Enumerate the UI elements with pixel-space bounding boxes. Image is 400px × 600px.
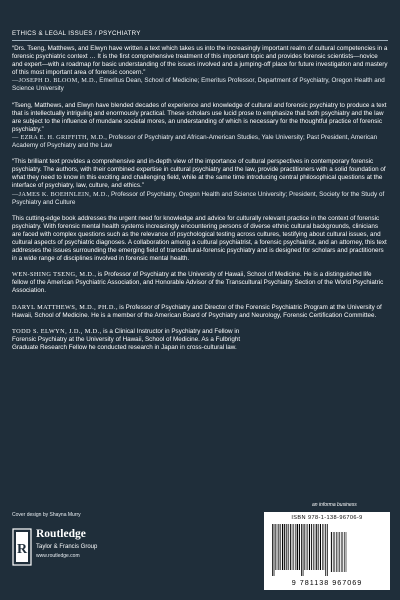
endorsement-1 (12, 45, 388, 94)
author-bio-3 (12, 328, 252, 352)
author-bio-text: , is Professor of Psychiatry at the University of Hawaii, School of Medicine. He is a distinguished life fellow of the American Psychiatric Association, and Honorable Advisor of the Transcultural Psychiatry Section of the World Psychiatric Association. (12, 271, 384, 295)
barcode-bar (318, 524, 319, 570)
barcode-bar (299, 524, 300, 570)
barcode-bar (278, 524, 279, 570)
barcode-icon (270, 524, 384, 576)
barcode-panel (264, 512, 390, 590)
endorsement-quote: “Tseng, Matthews, and Elwyn have blended decades of experience and knowledge of cultural and forensic psychiatry to produce a text that is intellectually intriguing and enormously practical. These scholars use lucid prose to emphasize that both psychiatry and the law are subject to the influence of mundane societal mores, an understanding of which is necessary for the thoughtful practice of forensic psychiatry.” (12, 101, 387, 133)
barcode-bar (293, 524, 294, 570)
author-bio-1 (12, 271, 388, 295)
publisher-block (12, 528, 172, 574)
barcode-bar (295, 524, 296, 570)
barcode-bar (286, 524, 287, 570)
endorser-name: — EZRA E. H. GRIFFITH, M.D. (12, 133, 106, 141)
barcode-bar (288, 524, 289, 570)
barcode-bar (303, 524, 304, 576)
book-description: This cutting-edge book addresses the urgent need for knowledge and advice for culturally relevant practice in the context of forensic psychiatry. With forensic mental health systems increasingly encountering persons of diverse ethnic cultural backgrounds, clinicians are faced with complex questions such as the relevance of psychological testing across cultures, testifying about cultural issues, and cultural aspects of psychiatric diagnoses. A collaboration among a cultural psychiatrist, a forensic psychiatrist, and an attorney, this text addresses the issues surrounding the emerging field of transcultural-forensic psychiatry and is designed for scholars and practitioners in a wide range of disciplines involved in forensic mental health. (12, 214, 387, 263)
barcode-bar (311, 524, 312, 570)
endorsement-quote: “Drs. Tseng, Matthews, and Elwyn have written a text which takes us into the increasingly important realm of cultural competencies in a forensic psychiatric context … It is the first comprehensive treatment of this important topic and provides forensic scientists—novice and expert—with a roadmap for basic understanding of the issues involved and a jumping-off place for future investigation and mastery of this most important area of forensic concern.” (12, 45, 388, 77)
barcode-bar (272, 524, 273, 576)
barcode-bar (292, 524, 293, 570)
author-name: TODD S. ELWYN, J.D., M.D. (12, 327, 100, 335)
barcode-digits: 9 781138 967069 (291, 578, 363, 587)
publisher-url: www.routledge.com (36, 553, 80, 559)
barcode-bar (306, 524, 307, 570)
publisher-group: Taylor & Francis Group (36, 544, 98, 550)
barcode-bar (322, 524, 323, 570)
barcode-bar (343, 532, 344, 572)
endorser-name: —JOSEPH D. BLOOM, M.D. (12, 77, 96, 85)
barcode-bar (320, 524, 321, 570)
svg-text:R: R (16, 542, 28, 557)
author-name: WEN-SHING TSENG, M.D. (12, 271, 95, 279)
endorsement-3 (12, 158, 388, 207)
barcode-bar (282, 524, 283, 570)
author-name: DARYL MATTHEWS, M.D., PH.D. (12, 303, 116, 311)
barcode-bar (331, 532, 332, 572)
barcode-bar (325, 524, 326, 576)
barcode-bar (304, 524, 305, 570)
barcode-bar (275, 524, 276, 570)
barcode-bar (333, 532, 334, 572)
author-bio-text: , is Professor of Psychiatry and Director of the Forensic Psychiatric Program at the University of Hawaii, School of Medicine. He is a member of the American Board of Psychiatry and Neurology, Forensic Certification Committee. (12, 303, 382, 319)
author-bio-2 (12, 304, 388, 320)
endorsement-attribution (12, 77, 388, 93)
barcode-bar (341, 532, 342, 572)
cover-design-credit: Cover design by Shayna Murry (12, 512, 81, 518)
barcode-bar (297, 524, 298, 570)
endorser-credentials: , Professor of Psychiatry and African-American Studies, Yale University; Past President, American Academy of Psychiatry and the Law (12, 133, 378, 150)
endorser-credentials: , Emeritus Dean, School of Medicine; Emeritus Professor, Department of Psychiatry, Oregon Health and Science University (12, 77, 385, 93)
category-label: ETHICS & LEGAL ISSUES / PSYCHIATRY (12, 30, 141, 37)
routledge-logo-icon (12, 528, 32, 566)
endorser-credentials: , Professor of Psychiatry, Oregon Health and Science University; President, Society for the Study of Psychiatry and Culture (12, 190, 385, 206)
endorsement-attribution (12, 134, 388, 150)
barcode-bar (290, 524, 291, 570)
barcode-bar (346, 532, 347, 572)
barcode-bar (307, 524, 308, 570)
barcode-bar (280, 524, 281, 570)
barcode-bar (309, 524, 310, 570)
barcode-bar (301, 524, 302, 576)
text-column (12, 45, 388, 360)
barcode-bar (344, 532, 345, 572)
endorsement-2 (12, 102, 388, 151)
barcode-bar (284, 524, 285, 570)
barcode-bar (315, 524, 316, 570)
author-bio-text: , is a Clinical Instructor in Psychiatry and Fellow in Forensic Psychiatry at the University of Hawaii, School of Medicine. As a Fulbright Graduate Research Fellow he conducted research in Japan in cross-cultural law. (12, 327, 241, 351)
barcode-bar (277, 524, 278, 570)
barcode-bar (335, 532, 336, 572)
endorsement-quote: “This brilliant text provides a comprehensive and in-depth view of the importance of cultural perspectives in contemporary forensic psychiatry. The authors, with their combined expertise in cultural psychiatry and the law, provide practitioners with a solid foundation of what they need to know in this exciting and challenging field, while at the same time introducing central philosophical questions at the interface of psychiatry, law, culture, and ethics.” (12, 158, 386, 190)
informa-tagline: an informa business (312, 502, 357, 508)
barcode-bar (316, 524, 317, 570)
divider (12, 40, 388, 41)
barcode-bar (327, 524, 328, 576)
barcode-bar (324, 524, 325, 570)
publisher-name: Routledge (36, 528, 86, 540)
barcode-bar (338, 532, 339, 572)
endorser-name: —JAMES K. BOEHNLEIN, M.D. (12, 190, 108, 198)
barcode-bar (336, 532, 337, 572)
barcode-bar (274, 524, 275, 576)
endorsement-attribution (12, 191, 388, 207)
barcode-bar (313, 524, 314, 570)
barcode-bar (339, 532, 340, 572)
isbn-label: ISBN 978-1-138-96706-9 (291, 515, 363, 521)
